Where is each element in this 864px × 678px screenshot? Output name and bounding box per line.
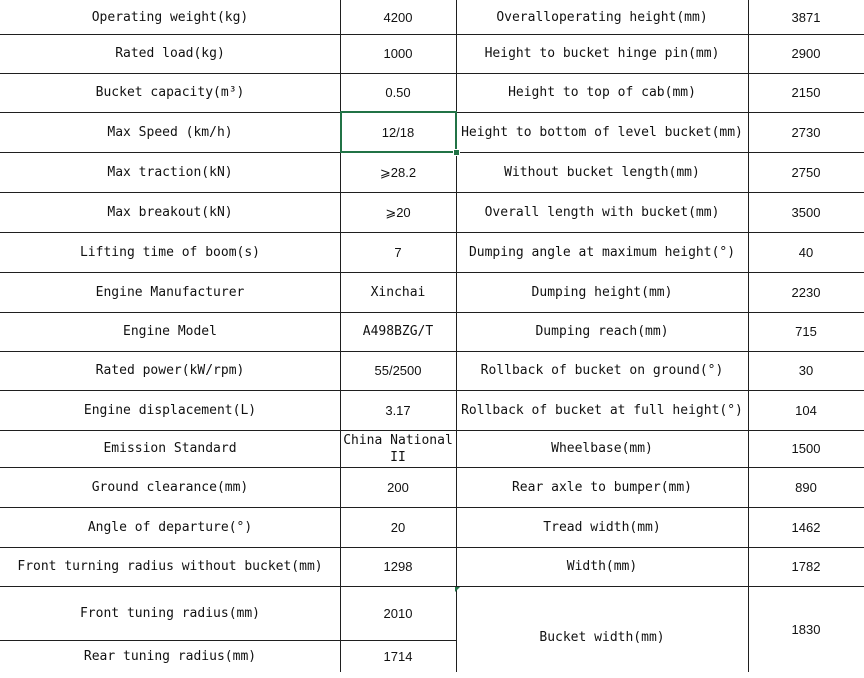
spec-label-cell[interactable]: Front tuning radius(mm) xyxy=(79,605,260,621)
spec-label-cell[interactable]: Rated load(kg) xyxy=(115,46,225,61)
spec-label-cell[interactable]: Engine displacement(L) xyxy=(83,402,257,418)
spec-value-cell[interactable]: 2750 xyxy=(791,164,821,180)
spec-value-cell[interactable]: 30 xyxy=(798,363,814,378)
spec-value-cell[interactable]: A498BZG/T xyxy=(362,324,434,339)
grid-row-line xyxy=(0,586,864,587)
spec-label-cell[interactable]: Wheelbase(mm) xyxy=(551,441,653,456)
spec-value-cell[interactable]: 20 xyxy=(390,519,406,535)
spec-value-cell[interactable]: 1782 xyxy=(791,559,821,574)
spec-value-cell[interactable]: 3871 xyxy=(791,9,821,25)
spec-value-cell[interactable]: 1000 xyxy=(383,46,413,61)
grid-row-line xyxy=(0,192,864,193)
spec-value-cell[interactable]: 40 xyxy=(798,244,814,260)
grid-column-line xyxy=(340,0,341,672)
grid-row-line xyxy=(0,390,864,391)
grid-row-line xyxy=(0,640,456,641)
spec-label-cell[interactable]: Width(mm) xyxy=(566,559,638,574)
spec-label-cell[interactable]: Height to bottom of level bucket(mm) xyxy=(461,124,743,140)
spec-label-cell[interactable]: Dumping reach(mm) xyxy=(535,324,669,339)
spec-value-cell[interactable]: 1830 xyxy=(791,621,821,637)
spec-label-cell[interactable]: Tread width(mm) xyxy=(543,519,661,535)
spec-label-cell[interactable]: Lifting time of boom(s) xyxy=(79,244,260,260)
spec-label-cell[interactable]: Max Speed (km/h) xyxy=(107,124,233,140)
spec-value-cell[interactable]: 55/2500 xyxy=(374,363,422,378)
spec-label-cell[interactable]: Bucket width(mm) xyxy=(539,629,665,645)
spec-label-cell[interactable]: Overalloperating height(mm) xyxy=(496,9,708,25)
spec-label-cell[interactable]: Dumping angle at maximum height(°) xyxy=(468,244,736,260)
spec-label-cell[interactable]: Rated power(kW/rpm) xyxy=(95,363,245,378)
grid-row-line xyxy=(0,547,864,548)
spec-label-cell[interactable]: Ground clearance(mm) xyxy=(91,479,249,495)
grid-row-line xyxy=(0,272,864,273)
spec-value-cell[interactable]: 2730 xyxy=(791,124,821,140)
spec-value-cell[interactable]: 7 xyxy=(394,244,402,260)
spec-label-cell[interactable]: Rear axle to bumper(mm) xyxy=(511,479,692,495)
spec-value-cell[interactable]: Xinchai xyxy=(370,284,426,300)
spec-value-cell[interactable]: 200 xyxy=(387,479,409,495)
grid-row-line xyxy=(0,351,864,352)
grid-row-line xyxy=(0,507,864,508)
selected-cell-outline xyxy=(340,111,457,153)
spec-label-cell[interactable]: Rollback of bucket on ground(°) xyxy=(480,363,724,378)
spec-value-cell[interactable]: ⩾28.2 xyxy=(379,164,417,180)
grid-row-line xyxy=(0,232,864,233)
grid-row-line xyxy=(0,430,864,431)
spec-value-cell[interactable]: 2900 xyxy=(791,46,821,61)
fill-handle[interactable] xyxy=(453,149,460,156)
grid-column-line xyxy=(748,0,749,672)
spec-label-cell[interactable]: Engine Model xyxy=(123,324,217,339)
spec-label-cell[interactable]: Overall length with bucket(mm) xyxy=(484,204,720,220)
grid-row-line xyxy=(0,312,864,313)
spec-label-cell[interactable]: Height to top of cab(mm) xyxy=(508,85,696,100)
spec-value-cell[interactable]: 1500 xyxy=(791,441,821,456)
spec-value-cell[interactable]: 2150 xyxy=(791,85,821,100)
spec-value-cell[interactable]: 890 xyxy=(795,479,817,495)
spec-label-cell[interactable]: Max traction(kN) xyxy=(107,164,233,180)
spec-value-cell[interactable]: 0.50 xyxy=(385,85,411,100)
spec-value-cell[interactable]: China National II xyxy=(343,432,453,465)
spec-value-cell[interactable]: 2230 xyxy=(791,284,821,300)
spec-label-cell[interactable]: Emission Standard xyxy=(103,441,237,456)
cell-indicator-icon xyxy=(455,587,460,592)
grid-row-line xyxy=(0,73,864,74)
spec-value-cell[interactable]: 1462 xyxy=(791,519,821,535)
spec-value-cell[interactable]: 715 xyxy=(795,324,817,339)
spec-value-cell[interactable]: ⩾20 xyxy=(385,204,411,220)
spec-value-cell[interactable]: 2010 xyxy=(383,605,413,621)
grid-column-line xyxy=(456,0,457,672)
spec-value-cell[interactable]: 3.17 xyxy=(385,402,411,418)
spec-label-cell[interactable]: Engine Manufacturer xyxy=(95,284,245,300)
spec-label-cell[interactable]: Operating weight(kg) xyxy=(91,9,249,25)
spec-label-cell[interactable]: Dumping height(mm) xyxy=(531,284,673,300)
spec-label-cell[interactable]: Bucket capacity(m³) xyxy=(95,85,245,100)
spec-label-cell[interactable]: Height to bucket hinge pin(mm) xyxy=(484,46,720,61)
spec-label-cell[interactable]: Without bucket length(mm) xyxy=(504,164,700,180)
spec-value-cell[interactable]: 3500 xyxy=(791,204,821,220)
grid-row-line xyxy=(0,467,864,468)
spec-value-cell[interactable]: 104 xyxy=(795,402,817,418)
spec-label-cell[interactable]: Front turning radius without bucket(mm) xyxy=(17,559,323,574)
spec-label-cell[interactable]: Angle of departure(°) xyxy=(87,519,253,535)
spec-label-cell[interactable]: Max breakout(kN) xyxy=(107,204,233,220)
spec-value-cell[interactable]: 1714 xyxy=(383,648,413,664)
spec-value-cell[interactable]: 1298 xyxy=(383,559,413,574)
spec-value-cell[interactable]: 12/18 xyxy=(381,124,415,140)
spec-value-cell[interactable]: 4200 xyxy=(383,9,413,25)
grid-row-line xyxy=(0,34,864,35)
spec-label-cell[interactable]: Rear tuning radius(mm) xyxy=(83,648,257,664)
spec-label-cell[interactable]: Rollback of bucket at full height(°) xyxy=(461,402,743,418)
